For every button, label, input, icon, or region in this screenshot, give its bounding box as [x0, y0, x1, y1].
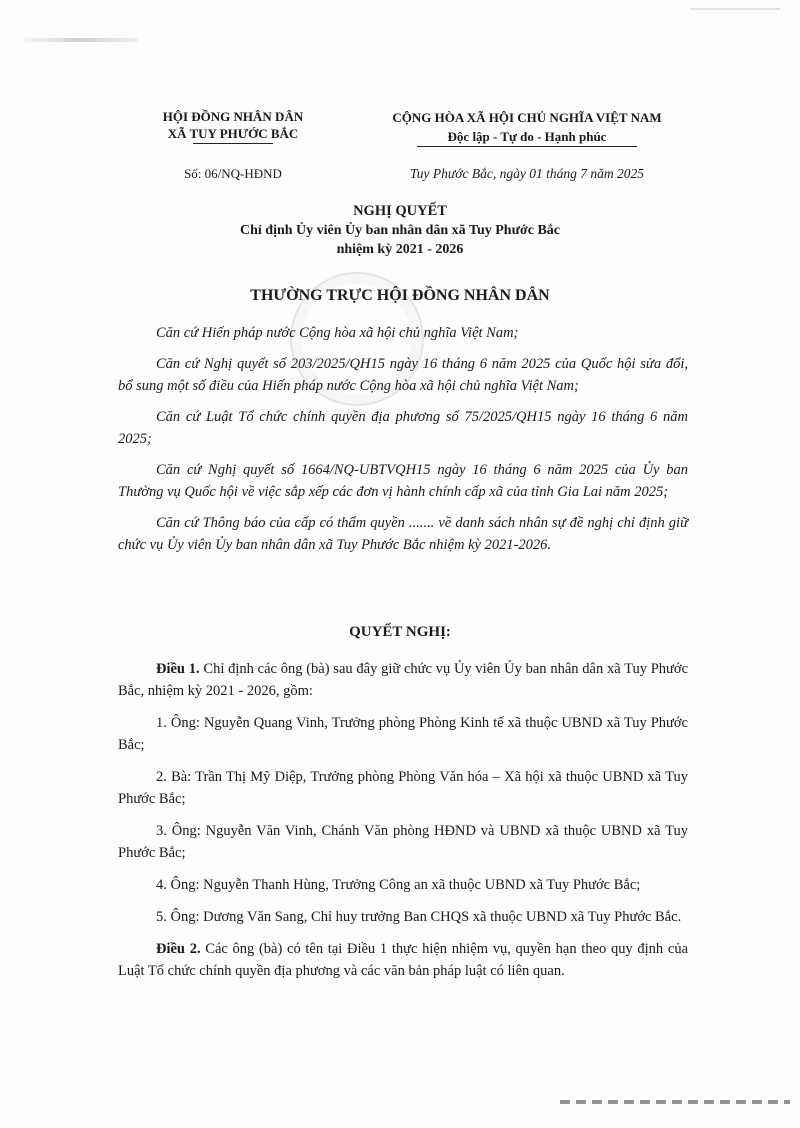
decision-heading: QUYẾT NGHỊ: — [349, 624, 451, 640]
article-1 — [118, 658, 688, 702]
legal-basis: Căn cứ Nghị quyết số 1664/NQ-UBTVQH15 ngày 16 tháng 6 năm 2025 của Ủy ban Thường vụ Quốc hội về việc sắp xếp các đơn vị hành chính cấp xã của tỉnh Gia Lai năm 2025; — [118, 462, 688, 500]
member-item: 4. Ông: Nguyễn Thanh Hùng, Trưởng Công an xã thuộc UBND xã Tuy Phước Bắc; — [156, 877, 641, 893]
document-type: NGHỊ QUYẾT — [353, 203, 447, 219]
article-2 — [118, 938, 688, 982]
subject-line-2: nhiệm kỳ 2021 - 2026 — [336, 242, 464, 257]
issuing-body: THƯỜNG TRỰC HỘI ĐỒNG NHÂN DÂN — [250, 287, 550, 304]
agency-line-2: XÃ TUY PHƯỚC BẮC — [167, 126, 299, 141]
decision-body — [118, 658, 688, 992]
article-1-label: Điều 1. — [156, 661, 200, 677]
agency-line-1: HỘI ĐỒNG NHÂN DÂN — [162, 109, 304, 124]
issuing-agency — [128, 108, 338, 144]
document-title — [100, 202, 700, 259]
member-item: 2. Bà: Trần Thị Mỹ Diệp, Trưởng phòng Phòng Văn hóa – Xã hội xã thuộc UBND xã Tuy Phước Bắc; — [118, 769, 688, 807]
legal-basis: Căn cứ Hiến pháp nước Cộng hòa xã hội chủ nghĩa Việt Nam; — [156, 325, 519, 341]
motto: Độc lập - Tự do - Hạnh phúc — [447, 129, 607, 144]
place-and-date: Tuy Phước Bắc, ngày 01 tháng 7 năm 2025 — [410, 166, 644, 181]
article-1-text: Chỉ định các ông (bà) sau đây giữ chức vụ Ủy viên Ủy ban nhân dân xã Tuy Phước Bắc, nhiệm kỳ 2021 - 2026, gồm: — [118, 661, 689, 699]
scan-artifact — [560, 1100, 790, 1104]
member-item: 3. Ông: Nguyễn Văn Vinh, Chánh Văn phòng HĐND và UBND xã thuộc UBND xã Tuy Phước Bắc; — [118, 823, 688, 861]
legal-bases — [118, 322, 688, 565]
agency-underline — [193, 143, 273, 144]
national-motto — [362, 108, 692, 147]
article-2-label: Điều 2. — [156, 941, 201, 957]
document-number: Số: 06/NQ-HĐND — [184, 166, 282, 181]
scan-artifact — [18, 38, 138, 42]
subject-line-1: Chỉ định Ủy viên Ủy ban nhân dân xã Tuy Phước Bắc — [240, 223, 560, 238]
motto-underline — [417, 146, 637, 147]
legal-basis: Căn cứ Nghị quyết số 203/2025/QH15 ngày 16 tháng 6 năm 2025 của Quốc hội sửa đổi, bổ sung một số điều của Hiến pháp nước Cộng hòa xã hội chủ nghĩa Việt Nam; — [118, 356, 688, 394]
article-2-text: Các ông (bà) có tên tại Điều 1 thực hiện nhiệm vụ, quyền hạn theo quy định của Luật Tổ chức chính quyền địa phương và các văn bản pháp luật có liên quan. — [118, 941, 689, 979]
scan-artifact — [690, 8, 780, 10]
member-item: 5. Ông: Dương Văn Sang, Chỉ huy trưởng Ban CHQS xã thuộc UBND xã Tuy Phước Bắc. — [156, 909, 682, 925]
member-item: 1. Ông: Nguyễn Quang Vinh, Trưởng phòng Phòng Kinh tế xã thuộc UBND xã Tuy Phước Bắc; — [118, 715, 688, 753]
nation-name: CỘNG HÒA XÃ HỘI CHỦ NGHĨA VIỆT NAM — [392, 110, 662, 125]
legal-basis: Căn cứ Thông báo của cấp có thẩm quyền ....... về danh sách nhân sự đề nghị chỉ định giữ chức vụ Ủy viên Ủy ban nhân dân xã Tuy Phước Bắc nhiệm kỳ 2021-2026. — [118, 515, 688, 553]
legal-basis: Căn cứ Luật Tổ chức chính quyền địa phương số 75/2025/QH15 ngày 16 tháng 6 năm 2025; — [118, 409, 688, 447]
